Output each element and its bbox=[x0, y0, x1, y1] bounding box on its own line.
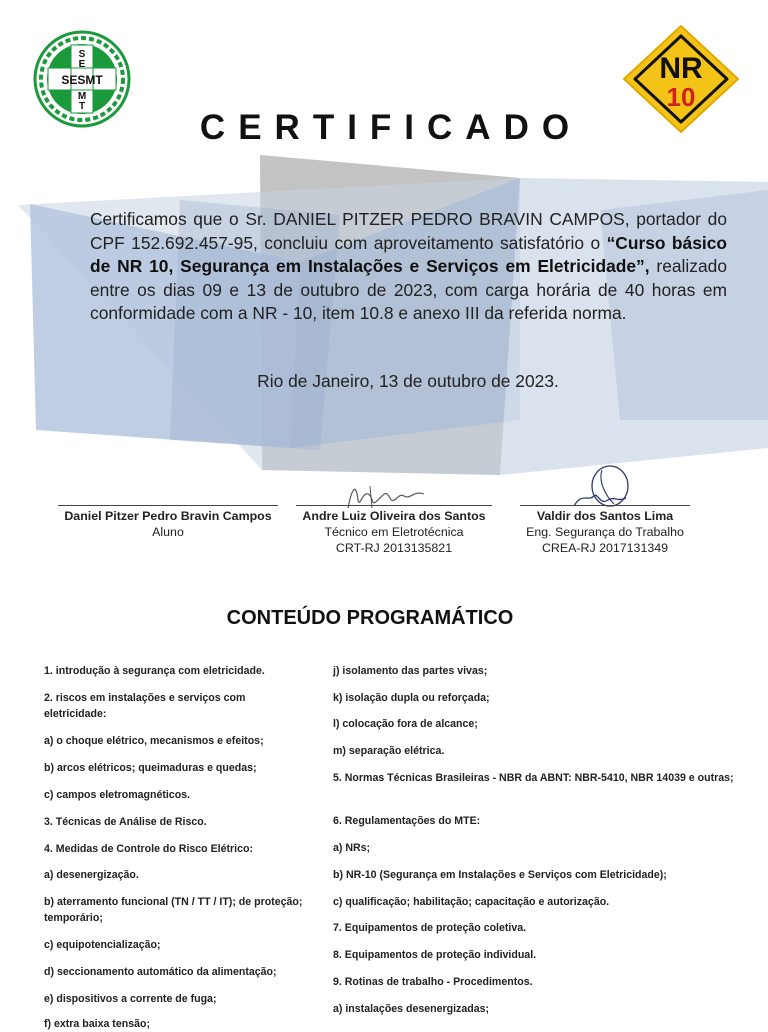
signature-block-student bbox=[58, 505, 278, 540]
certificate-body-intro: Certificamos que o Sr. DANIEL PITZER PEDRO BRAVIN CAMPOS, portador do CPF 152.692.457-95, concluiu com aproveitamento satisfatório o bbox=[90, 209, 727, 253]
program-title: CONTEÚDO PROGRAMÁTICO bbox=[226, 607, 514, 629]
signer-role: Técnico em Eletrotécnica bbox=[324, 525, 464, 539]
svg-text:SESMT: SESMT bbox=[61, 73, 103, 87]
signer-role: Aluno bbox=[152, 525, 184, 539]
signature-block-engineer bbox=[520, 505, 690, 556]
list-item: j) isolamento das partes vivas; bbox=[333, 665, 488, 677]
list-item: 9. Rotinas de trabalho - Procedimentos. bbox=[333, 976, 533, 988]
signature-block-technician bbox=[296, 505, 492, 556]
list-item: a) NRs; bbox=[333, 842, 371, 854]
list-item: a) desenergização. bbox=[44, 869, 139, 881]
signer-registry: CRT-RJ 2013135821 bbox=[335, 541, 453, 555]
list-item: 4. Medidas de Controle do Risco Elétrico: bbox=[44, 843, 253, 855]
list-item: k) isolação dupla ou reforçada; bbox=[333, 692, 490, 704]
certificate-body bbox=[90, 208, 727, 326]
list-item: c) qualificação; habilitação; capacitação e autorização. bbox=[333, 896, 610, 908]
signer-name: Andre Luiz Oliveira dos Santos bbox=[302, 509, 486, 523]
svg-text:S: S bbox=[78, 49, 86, 60]
list-item: 6. Regulamentações do MTE: bbox=[333, 815, 481, 827]
place-and-date: Rio de Janeiro, 13 de outubro de 2023. bbox=[257, 371, 559, 391]
svg-text:T: T bbox=[78, 101, 86, 112]
list-item: 3. Técnicas de Análise de Risco. bbox=[44, 816, 207, 828]
list-item: a) o choque elétrico, mecanismos e efeitos; bbox=[44, 735, 264, 747]
list-item: f) extra baixa tensão; bbox=[44, 1018, 150, 1030]
signer-name: Daniel Pitzer Pedro Bravin Campos bbox=[64, 509, 272, 523]
list-item: b) aterramento funcional (TN / TT / IT); de proteção; temporário; bbox=[44, 896, 303, 924]
signer-role: Eng. Segurança do Trabalho bbox=[526, 525, 684, 539]
svg-text:E: E bbox=[78, 59, 86, 70]
signer-registry: CREA-RJ 2017131349 bbox=[541, 541, 669, 555]
list-item: 5. Normas Técnicas Brasileiras - NBR da ABNT: NBR-5410, NBR 14039 e outras; bbox=[333, 772, 734, 784]
list-item: 8. Equipamentos de proteção individual. bbox=[333, 949, 537, 961]
certificate-body-details: realizado entre os dias 09 e 13 de outubro de 2023, com carga horária de 40 horas em conformidade com a NR - 10, item 10.8 e anexo III da referida norma. bbox=[90, 256, 727, 323]
svg-text:M: M bbox=[77, 91, 87, 102]
list-item: c) campos eletromagnéticos. bbox=[44, 789, 191, 801]
list-item: 1. introdução à segurança com eletricidade. bbox=[44, 665, 265, 677]
list-item: 2. riscos em instalações e serviços com eletricidade: bbox=[44, 692, 246, 720]
list-item: 7. Equipamentos de proteção coletiva. bbox=[333, 922, 527, 934]
signer-name: Valdir dos Santos Lima bbox=[536, 509, 674, 523]
list-item: b) NR-10 (Segurança em Instalações e Serviços com Eletricidade); bbox=[333, 869, 667, 881]
list-item: c) equipotencialização; bbox=[44, 939, 161, 951]
list-item: a) instalações desenergizadas; bbox=[333, 1003, 490, 1015]
signature-line bbox=[520, 505, 690, 506]
signature-line bbox=[58, 505, 278, 506]
list-item: m) separação elétrica. bbox=[333, 745, 445, 757]
list-item: b) arcos elétricos; queimaduras e quedas; bbox=[44, 762, 257, 774]
signature-line bbox=[296, 505, 492, 506]
svg-text:10: 10 bbox=[666, 82, 696, 112]
certificate-title: CERTIFICADO bbox=[199, 108, 583, 147]
list-item: d) seccionamento automático da alimentação; bbox=[44, 966, 277, 978]
list-item: e) dispositivos a corrente de fuga; bbox=[44, 993, 217, 1005]
svg-text:NR: NR bbox=[659, 52, 703, 85]
list-item: l) colocação fora de alcance; bbox=[333, 718, 478, 730]
course-name: “Curso básico de NR 10, Segurança em Instalações e Serviços em Eletricidade”, bbox=[90, 232, 727, 276]
